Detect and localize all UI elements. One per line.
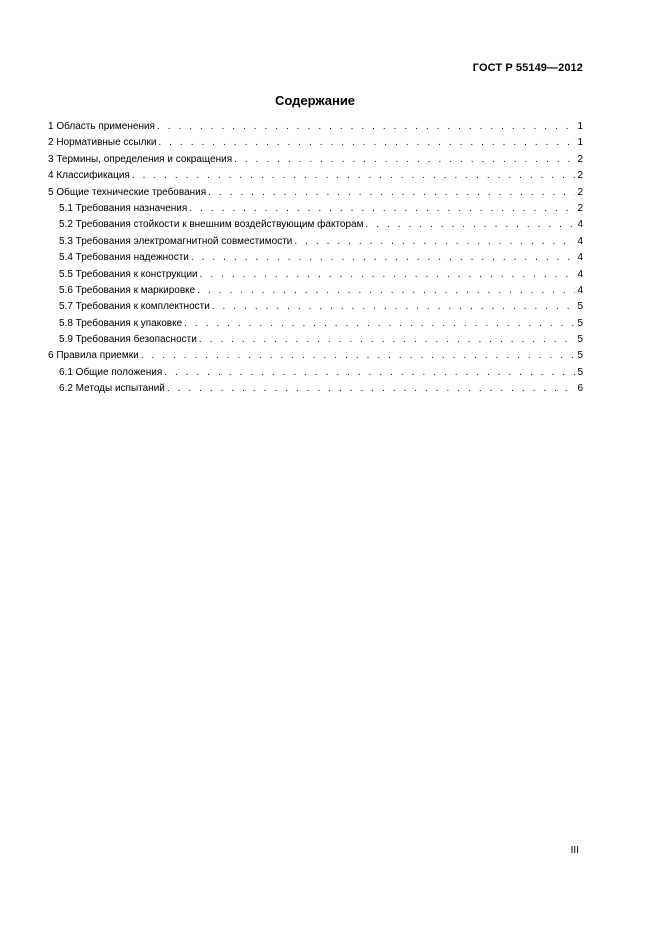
toc-entry-page: 1 [577, 137, 583, 149]
toc-subentry[interactable] [48, 316, 583, 332]
toc-entry-page: 2 [577, 153, 583, 165]
toc-leader-dots [157, 119, 575, 135]
toc-entry-page: 5 [577, 334, 583, 346]
toc-leader-dots [141, 348, 575, 364]
toc-subentry[interactable] [48, 234, 583, 250]
toc-subentry[interactable] [48, 381, 583, 397]
toc-entry-page: 2 [577, 202, 583, 214]
toc-entry-label: 2 Нормативные ссылки [48, 137, 157, 149]
toc-entry-label: 5.4 Требования надежности [59, 252, 189, 264]
toc-entry-page: 4 [577, 219, 583, 231]
toc-leader-dots [191, 250, 575, 266]
toc-entry-label: 5.8 Требования к упаковке [59, 317, 183, 329]
toc-subentry[interactable] [48, 365, 583, 381]
toc-leader-dots [365, 217, 575, 233]
toc-entry-label: 4 Классификация [48, 170, 130, 182]
toc-subentry[interactable] [48, 201, 583, 217]
toc-entry-label: 5.2 Требования стойкости к внешним воздействующим факторам [59, 219, 364, 231]
toc-leader-dots [158, 135, 575, 151]
toc-entry-label: 5 Общие технические требования [48, 186, 207, 198]
toc-entry-label: 6 Правила приемки [48, 350, 139, 362]
page-number: III [570, 845, 579, 856]
toc-leader-dots [212, 299, 575, 315]
toc-subentry[interactable] [48, 283, 583, 299]
toc-leader-dots [132, 168, 575, 184]
toc-entry[interactable] [48, 119, 583, 135]
toc-entry-page: 4 [577, 284, 583, 296]
toc-entry[interactable] [48, 185, 583, 201]
toc-subentry[interactable] [48, 299, 583, 315]
toc-entry-label: 5.6 Требования к маркировке [59, 284, 196, 296]
toc-entry-page: 4 [577, 268, 583, 280]
toc-entry[interactable] [48, 168, 583, 184]
table-of-contents [48, 119, 583, 398]
toc-title: Содержание [274, 93, 356, 108]
toc-entry-page: 5 [577, 301, 583, 313]
toc-entry-page: 1 [577, 121, 583, 132]
toc-leader-dots [167, 381, 575, 397]
toc-entry-page: 4 [577, 252, 583, 264]
toc-leader-dots [197, 283, 575, 299]
toc-entry-page: 5 [577, 317, 583, 329]
toc-entry[interactable] [48, 135, 583, 151]
toc-leader-dots [164, 365, 575, 381]
toc-entry-page: 5 [577, 366, 583, 378]
toc-entry-label: 5.5 Требования к конструкции [59, 268, 198, 280]
toc-entry-page: 4 [577, 235, 583, 247]
toc-leader-dots [208, 185, 575, 201]
toc-leader-dots [189, 201, 575, 217]
toc-subentry[interactable] [48, 267, 583, 283]
toc-subentry[interactable] [48, 332, 583, 348]
toc-entry-label: 5.1 Требования назначения [59, 202, 188, 214]
toc-entry-label: 5.3 Требования электромагнитной совместимости [59, 235, 293, 247]
toc-entry-label: 1 Область применения [48, 121, 155, 132]
toc-entry-label: 5.9 Требования безопасности [59, 334, 197, 346]
toc-entry-page: 2 [577, 170, 583, 182]
toc-entry-label: 3 Термины, определения и сокращения [48, 153, 233, 165]
toc-leader-dots [234, 152, 575, 168]
toc-entry-label: 6.2 Методы испытаний [59, 383, 165, 395]
toc-entry-page: 5 [577, 350, 583, 362]
toc-entry[interactable] [48, 348, 583, 364]
toc-leader-dots [200, 267, 575, 283]
toc-entry-label: 6.1 Общие положения [59, 366, 163, 378]
standard-code: ГОСТ Р 55149—2012 [472, 62, 583, 74]
toc-entry-page: 6 [577, 383, 583, 395]
toc-leader-dots [184, 316, 575, 332]
toc-leader-dots [199, 332, 575, 348]
toc-subentry[interactable] [48, 217, 583, 233]
toc-entry[interactable] [48, 152, 583, 168]
toc-leader-dots [294, 234, 575, 250]
toc-entry-page: 2 [577, 186, 583, 198]
toc-subentry[interactable] [48, 250, 583, 266]
toc-entry-label: 5.7 Требования к комплектности [59, 301, 210, 313]
